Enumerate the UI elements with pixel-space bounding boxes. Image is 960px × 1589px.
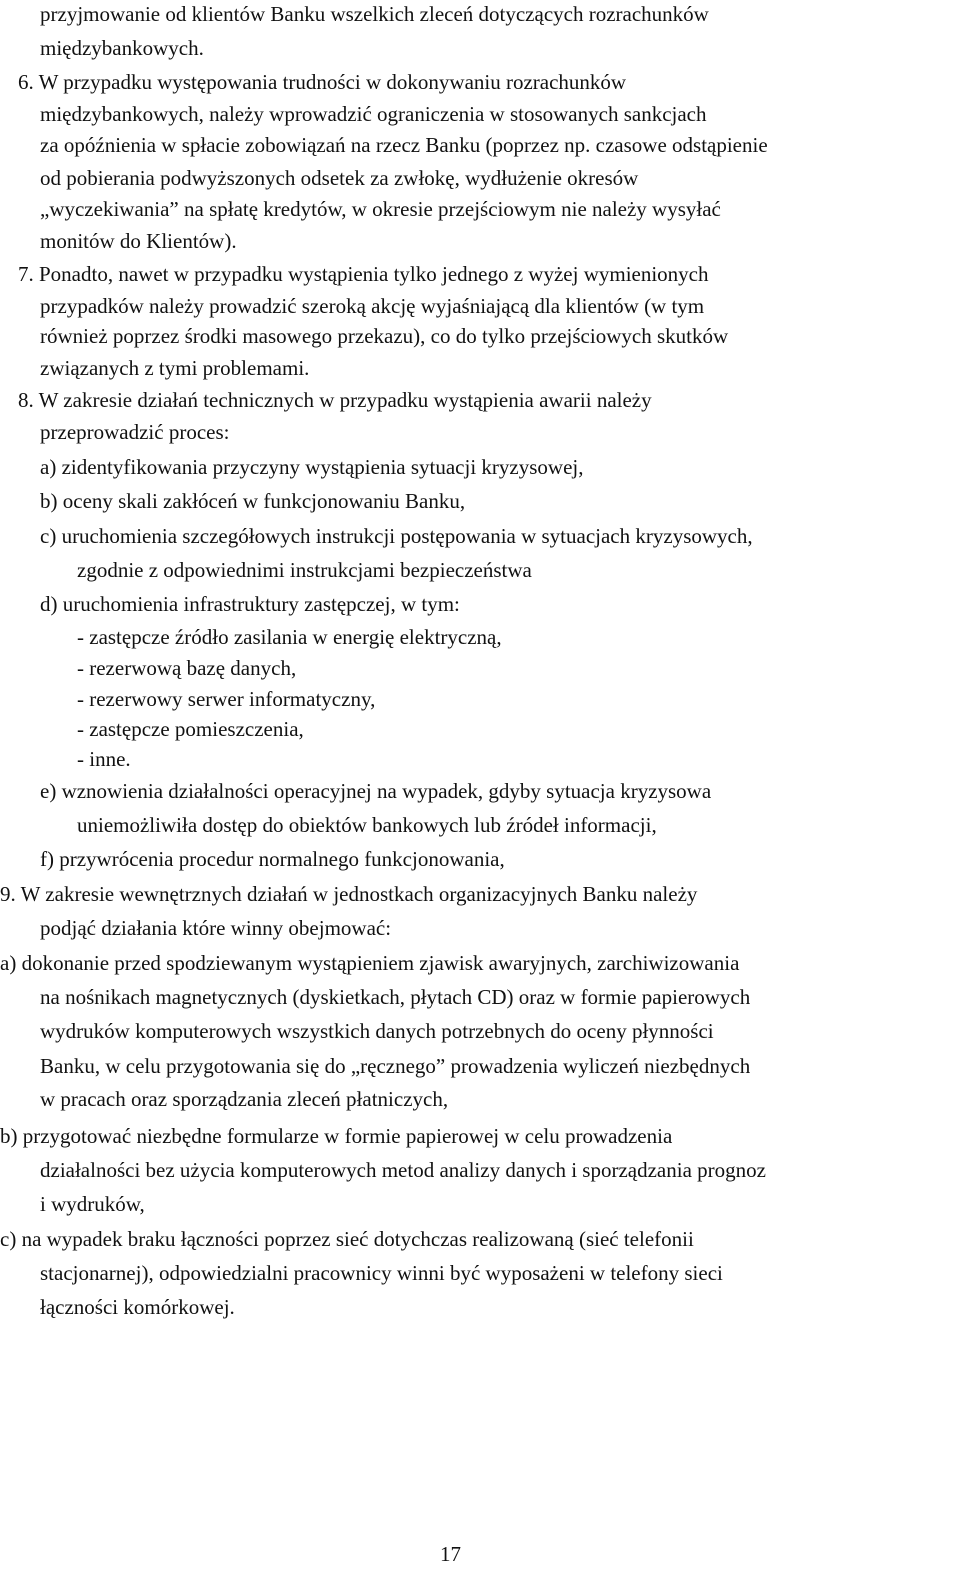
text-line: - rezerwowy serwer informatyczny, [77,687,376,711]
text-line: - zastępcze pomieszczenia, [77,717,304,741]
text-line: uniemożliwiła dostęp do obiektów bankowych lub źródeł informacji, [77,813,657,837]
text-line: podjąć działania które winny obejmować: [40,916,392,940]
text-line: i wydruków, [40,1192,145,1216]
text-line: przyjmowanie od klientów Banku wszelkich zleceń dotyczących rozrachunków [40,2,709,26]
text-line: - rezerwową bazę danych, [77,656,297,680]
text-line: 9. W zakresie wewnętrznych działań w jednostkach organizacyjnych Banku należy [0,882,698,906]
text-line: międzybankowych. [40,36,204,60]
text-line: monitów do Klientów). [40,229,237,253]
text-line: b) przygotować niezbędne formularze w formie papierowej w celu prowadzenia [0,1124,673,1148]
text-line: f) przywrócenia procedur normalnego funkcjonowania, [40,847,505,871]
page-number: 17 [440,1542,461,1566]
text-line: działalności bez użycia komputerowych metod analizy danych i sporządzania prognoz [40,1158,766,1182]
text-line: d) uruchomienia infrastruktury zastępczej, w tym: [40,592,460,616]
text-line: międzybankowych, należy wprowadzić ograniczenia w stosowanych sankcjach [40,102,707,126]
text-line: przeprowadzić proces: [40,420,230,444]
text-line: - inne. [77,747,131,771]
text-line: w pracach oraz sporządzania zleceń płatniczych, [40,1087,449,1111]
text-line: stacjonarnej), odpowiedzialni pracownicy winni być wyposażeni w telefony sieci [40,1261,723,1285]
text-line: c) uruchomienia szczegółowych instrukcji postępowania w sytuacjach kryzysowych, [40,524,753,548]
text-line: b) oceny skali zakłóceń w funkcjonowaniu Banku, [40,489,466,513]
text-line: zgodnie z odpowiednimi instrukcjami bezpieczeństwa [77,558,532,582]
text-line: wydruków komputerowych wszystkich danych potrzebnych do oceny płynności [40,1019,714,1043]
text-line: 6. W przypadku występowania trudności w dokonywaniu rozrachunków [18,70,627,94]
text-line: e) wznowienia działalności operacyjnej na wypadek, gdyby sytuacja kryzysowa [40,779,712,803]
text-line: a) zidentyfikowania przyczyny wystąpienia sytuacji kryzysowej, [40,455,584,479]
text-line: Banku, w celu przygotowania się do „ręcznego” prowadzenia wyliczeń niezbędnych [40,1054,751,1078]
text-line: na nośnikach magnetycznych (dyskietkach, płytach CD) oraz w formie papierowych [40,985,751,1009]
text-line: również poprzez środki masowego przekazu), co do tylko przejściowych skutków [40,324,729,348]
text-line: 8. W zakresie działań technicznych w przypadku wystąpienia awarii należy [18,388,652,412]
text-line: 7. Ponadto, nawet w przypadku wystąpienia tylko jednego z wyżej wymienionych [18,262,709,286]
text-line: „wyczekiwania” na spłatę kredytów, w okresie przejściowym nie należy wysyłać [40,197,721,221]
text-line: przypadków należy prowadzić szeroką akcję wyjaśniającą dla klientów (w tym [40,294,705,318]
text-line: związanych z tymi problemami. [40,356,310,380]
text-line: za opóźnienia w spłacie zobowiązań na rzecz Banku (poprzez np. czasowe odstąpienie [40,133,768,157]
text-line: a) dokonanie przed spodziewanym wystąpieniem zjawisk awaryjnych, zarchiwizowania [0,951,740,975]
text-line: - zastępcze źródło zasilania w energię elektryczną, [77,625,502,649]
text-line: od pobierania podwyższonych odsetek za zwłokę, wydłużenie okresów [40,166,639,190]
text-line: c) na wypadek braku łączności poprzez sieć dotychczas realizowaną (sieć telefonii [0,1227,694,1251]
text-line: łączności komórkowej. [40,1295,235,1319]
